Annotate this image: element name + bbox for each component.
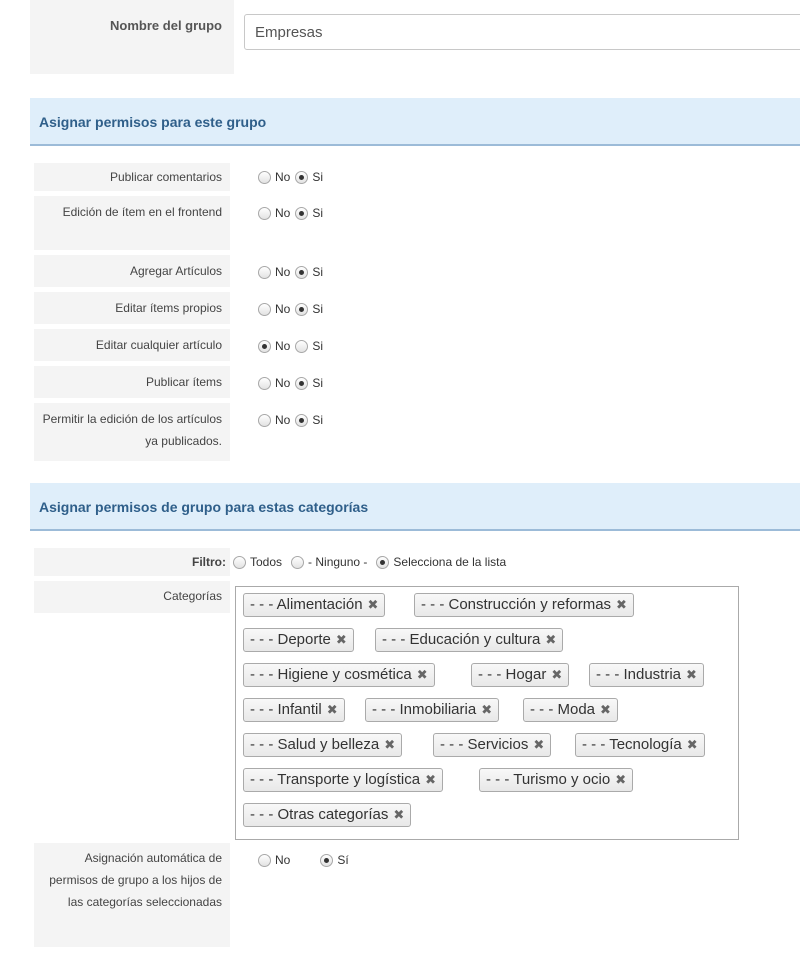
category-chip-label: - - - Tecnología xyxy=(582,736,682,753)
remove-icon[interactable]: ✖ xyxy=(335,632,347,647)
category-chip xyxy=(479,768,633,792)
category-chip-label: - - - Higiene y cosmética xyxy=(250,666,412,683)
permission-yes-label-0: Si xyxy=(312,170,324,184)
permission-label-5: Publicar ítems xyxy=(34,366,230,398)
remove-icon[interactable]: ✖ xyxy=(384,737,396,752)
permission-no-label-1: No xyxy=(275,206,291,220)
auto-assign-yes-label: Sí xyxy=(337,853,349,867)
auto-assign-radio-no[interactable] xyxy=(258,854,271,867)
remove-icon[interactable]: ✖ xyxy=(425,772,436,787)
permission-radio-yes-2[interactable] xyxy=(295,266,308,279)
category-chip-label: - - - Educación y cultura xyxy=(382,631,541,648)
permission-no-label-4: No xyxy=(275,339,291,353)
permission-radio-no-1[interactable] xyxy=(258,207,271,220)
category-chip xyxy=(365,698,499,722)
permission-no-label-3: No xyxy=(275,302,291,316)
category-chip-label: - - - Moda xyxy=(530,701,596,718)
permission-label-0: Publicar comentarios xyxy=(34,163,230,191)
remove-icon[interactable]: ✖ xyxy=(481,702,493,717)
remove-icon[interactable]: ✖ xyxy=(615,772,627,787)
group-name-input[interactable] xyxy=(244,14,800,50)
permission-radio-no-5[interactable] xyxy=(258,377,271,390)
auto-assign-options xyxy=(258,853,354,867)
permission-yes-label-2: Si xyxy=(312,265,324,279)
remove-icon[interactable]: ✖ xyxy=(326,702,338,717)
category-chip xyxy=(471,663,569,687)
filter-option-label-1: - Ninguno - xyxy=(308,555,368,569)
category-chip-label: - - - Construcción y reformas xyxy=(421,596,612,613)
permission-radio-no-6[interactable] xyxy=(258,414,271,427)
categories-label: Categorías xyxy=(34,581,230,613)
category-chip-label: - - - Deporte xyxy=(250,631,331,648)
filter-radio-ninguno[interactable] xyxy=(291,556,304,569)
permission-radio-no-4[interactable] xyxy=(258,340,271,353)
remove-icon[interactable]: ✖ xyxy=(545,632,557,647)
permission-label-4: Editar cualquier artículo xyxy=(34,329,230,361)
permission-yes-label-6: Si xyxy=(312,413,324,427)
categories-section-header: Asignar permisos de grupo para estas categorías xyxy=(30,483,800,531)
category-chip xyxy=(243,663,435,687)
filter-radio-todos[interactable] xyxy=(233,556,246,569)
permission-options-5 xyxy=(258,376,328,390)
category-chip xyxy=(414,593,634,617)
permission-yes-label-1: Si xyxy=(312,206,324,220)
permission-no-label-6: No xyxy=(275,413,291,427)
category-chip xyxy=(243,628,354,652)
remove-icon[interactable]: ✖ xyxy=(686,737,698,752)
category-chip-label: - - - Transporte y logística xyxy=(250,771,421,788)
remove-icon[interactable]: ✖ xyxy=(367,597,379,612)
permission-label-6 xyxy=(34,403,230,461)
auto-assign-label xyxy=(34,843,230,947)
category-chip-label: - - - Hogar xyxy=(478,666,547,683)
permission-radio-no-3[interactable] xyxy=(258,303,271,316)
categories-multiselect[interactable] xyxy=(235,586,739,840)
permission-options-1 xyxy=(258,206,328,220)
permission-yes-label-4: Si xyxy=(312,339,324,353)
permission-radio-yes-1[interactable] xyxy=(295,207,308,220)
category-chip xyxy=(575,733,705,757)
group-name-label: Nombre del grupo xyxy=(110,18,222,33)
category-chip xyxy=(243,698,345,722)
permission-radio-no-2[interactable] xyxy=(258,266,271,279)
remove-icon[interactable]: ✖ xyxy=(600,702,611,717)
remove-icon[interactable]: ✖ xyxy=(686,667,697,682)
permission-options-4 xyxy=(258,339,328,353)
permission-options-2 xyxy=(258,265,328,279)
permission-options-3 xyxy=(258,302,328,316)
permission-no-label-5: No xyxy=(275,376,291,390)
permission-radio-yes-3[interactable] xyxy=(295,303,308,316)
permission-radio-yes-0[interactable] xyxy=(295,171,308,184)
category-chip xyxy=(243,803,411,827)
permission-label-text-6: Permitir la edición de los artículos ya publicados. xyxy=(42,412,222,448)
category-chip-label: - - - Servicios xyxy=(440,736,529,753)
category-chip-label: - - - Inmobiliaria xyxy=(372,701,477,718)
category-chip-label: - - - Salud y belleza xyxy=(250,736,380,753)
auto-assign-radio-yes[interactable] xyxy=(320,854,333,867)
permission-radio-no-0[interactable] xyxy=(258,171,271,184)
category-chip xyxy=(523,698,618,722)
category-chip-label: - - - Otras categorías xyxy=(250,806,389,823)
permission-no-label-2: No xyxy=(275,265,291,279)
remove-icon[interactable]: ✖ xyxy=(616,597,627,612)
category-chip-label: - - - Infantil xyxy=(250,701,322,718)
filter-option-label-2: Selecciona de la lista xyxy=(393,555,507,569)
filter-label: Filtro: xyxy=(34,548,230,576)
category-chip xyxy=(243,733,402,757)
category-chip xyxy=(589,663,704,687)
category-chip xyxy=(243,768,443,792)
filter-option-label-0: Todos xyxy=(250,555,283,569)
permission-label-3: Editar ítems propios xyxy=(34,292,230,324)
permission-options-6 xyxy=(258,413,328,427)
remove-icon[interactable]: ✖ xyxy=(393,807,405,822)
permission-options-0 xyxy=(258,170,328,184)
group-name-label-cell xyxy=(30,0,234,74)
category-chip-label: - - - Industria xyxy=(596,666,682,683)
category-chip xyxy=(243,593,385,617)
remove-icon[interactable]: ✖ xyxy=(551,667,563,682)
category-chip xyxy=(375,628,563,652)
auto-assign-label-text: Asignación automática de permisos de grupo a los hijos de las categorías seleccionadas xyxy=(49,851,222,909)
remove-icon[interactable]: ✖ xyxy=(416,667,428,682)
permission-label-1 xyxy=(34,196,230,250)
permission-radio-yes-4[interactable] xyxy=(295,340,308,353)
category-chip-label: - - - Alimentación xyxy=(250,596,363,613)
permission-yes-label-3: Si xyxy=(312,302,324,316)
auto-assign-no-label: No xyxy=(275,853,291,867)
category-chip xyxy=(433,733,551,757)
permissions-section-header: Asignar permisos para este grupo xyxy=(30,98,800,146)
filter-options xyxy=(233,555,511,569)
permission-label-2: Agregar Artículos xyxy=(34,255,230,287)
category-chip-label: - - - Turismo y ocio xyxy=(486,771,611,788)
permission-radio-yes-5[interactable] xyxy=(295,377,308,390)
permission-radio-yes-6[interactable] xyxy=(295,414,308,427)
permission-yes-label-5: Si xyxy=(312,376,324,390)
filter-radio-lista[interactable] xyxy=(376,556,389,569)
permission-label-text-1: Edición de ítem en el frontend xyxy=(62,205,222,219)
permission-no-label-0: No xyxy=(275,170,291,184)
remove-icon[interactable]: ✖ xyxy=(533,737,545,752)
